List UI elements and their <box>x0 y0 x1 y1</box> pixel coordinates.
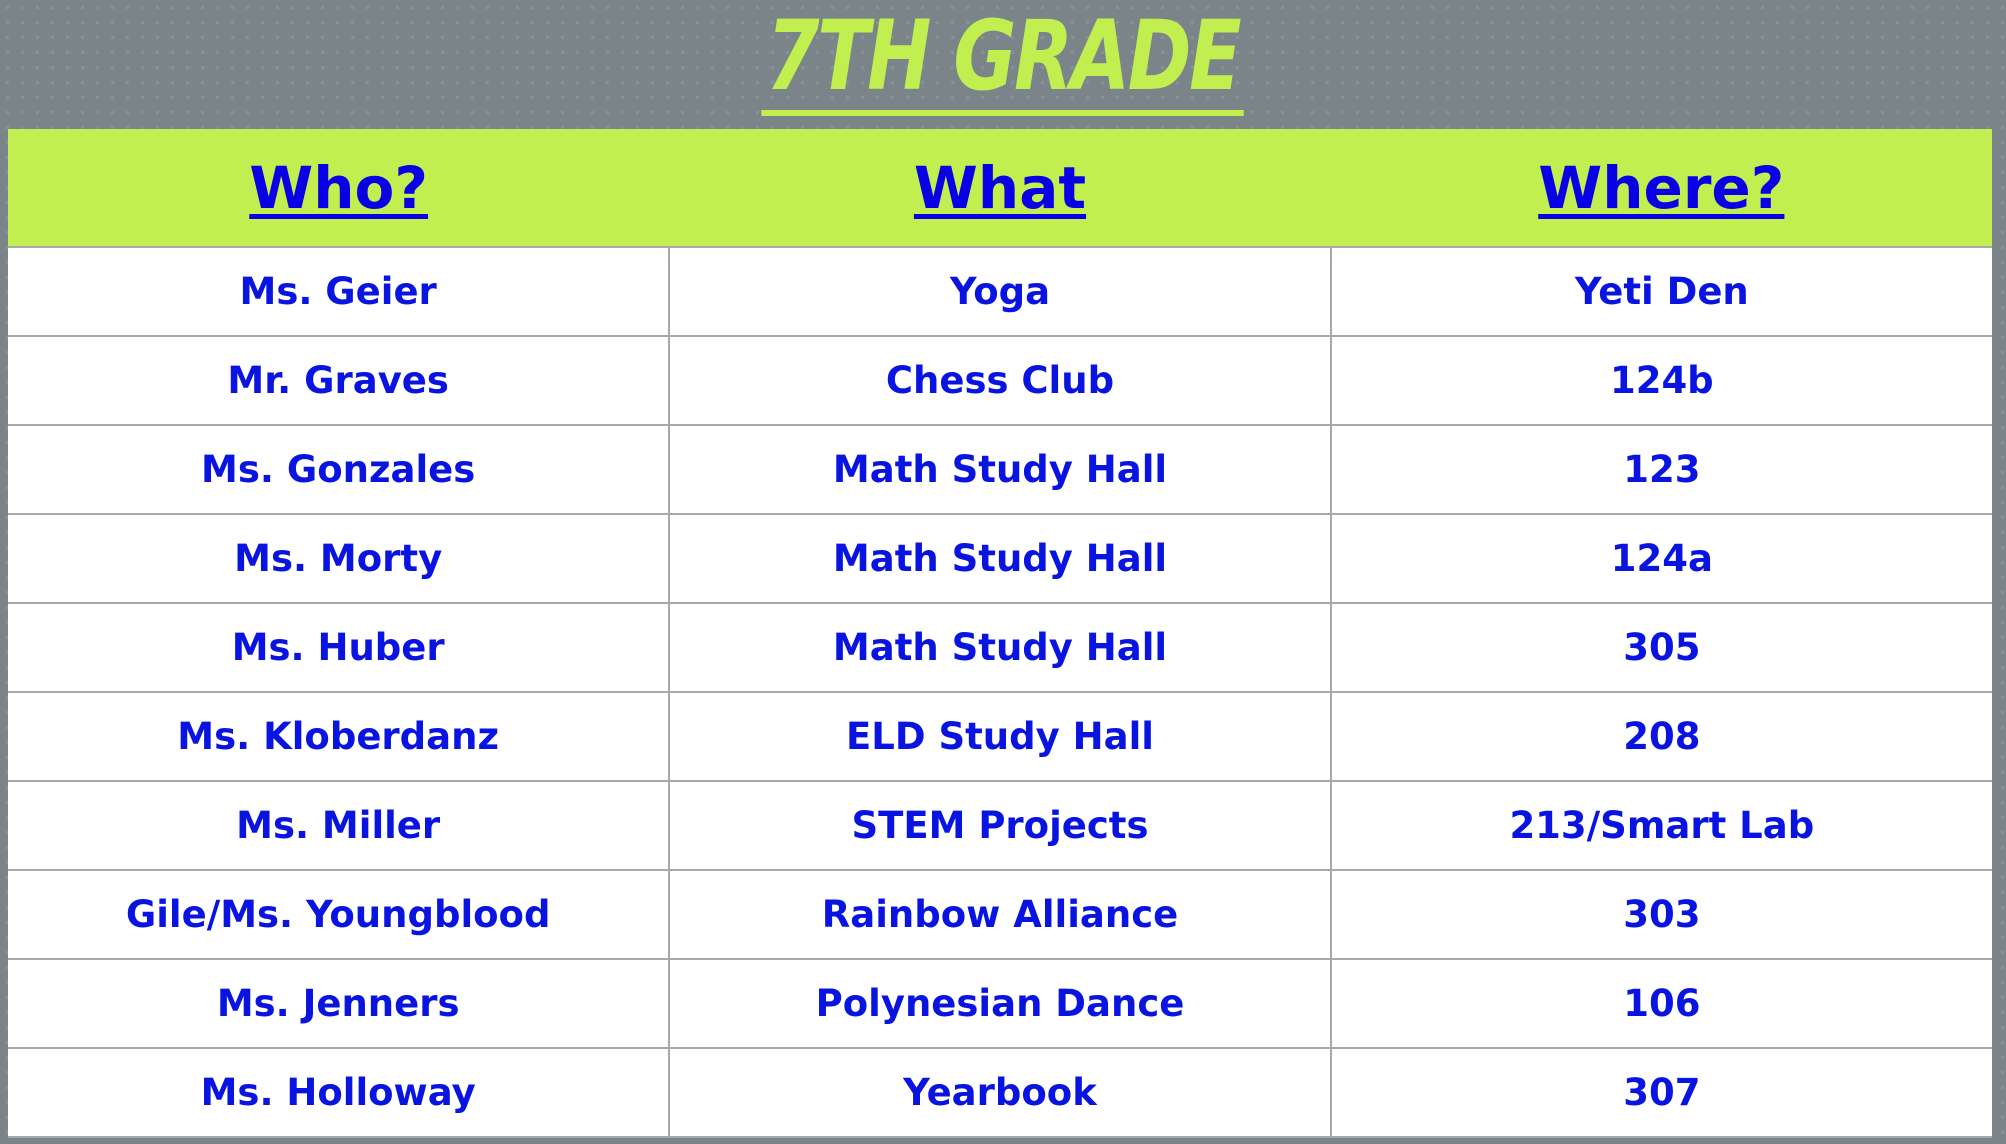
table-row <box>8 603 1992 692</box>
table-row <box>8 959 1992 1048</box>
cell-where: 106 <box>1331 959 1992 1048</box>
header-what: What <box>669 129 1330 247</box>
cell-what: ELD Study Hall <box>669 692 1330 781</box>
table-row <box>8 781 1992 870</box>
cell-where: 124a <box>1331 514 1992 603</box>
table-header <box>8 129 1992 247</box>
cell-where: 213/Smart Lab <box>1331 781 1992 870</box>
cell-what: STEM Projects <box>669 781 1330 870</box>
table-body <box>8 247 1992 1137</box>
table-row <box>8 692 1992 781</box>
cell-what: Chess Club <box>669 336 1330 425</box>
schedule-table <box>8 129 1992 1138</box>
cell-who: Ms. Geier <box>8 247 669 336</box>
cell-what: Polynesian Dance <box>669 959 1330 1048</box>
table-row <box>8 514 1992 603</box>
page-title <box>0 0 2006 125</box>
cell-where: 123 <box>1331 425 1992 514</box>
cell-who: Gile/Ms. Youngblood <box>8 870 669 959</box>
cell-who: Ms. Jenners <box>8 959 669 1048</box>
table-row <box>8 425 1992 514</box>
header-where: Where? <box>1331 129 1992 247</box>
cell-what: Yoga <box>669 247 1330 336</box>
cell-who: Ms. Kloberdanz <box>8 692 669 781</box>
cell-where: 307 <box>1331 1048 1992 1137</box>
cell-who: Ms. Gonzales <box>8 425 669 514</box>
cell-what: Yearbook <box>669 1048 1330 1137</box>
header-row <box>8 129 1992 247</box>
table-row <box>8 1048 1992 1137</box>
cell-what: Rainbow Alliance <box>669 870 1330 959</box>
cell-who: Mr. Graves <box>8 336 669 425</box>
page-title-text: 7TH GRADE <box>762 2 1245 116</box>
cell-who: Ms. Miller <box>8 781 669 870</box>
cell-who: Ms. Holloway <box>8 1048 669 1137</box>
table-row <box>8 247 1992 336</box>
table-row <box>8 870 1992 959</box>
header-who: Who? <box>8 129 669 247</box>
cell-who: Ms. Morty <box>8 514 669 603</box>
cell-where: 124b <box>1331 336 1992 425</box>
cell-where: 305 <box>1331 603 1992 692</box>
cell-where: 208 <box>1331 692 1992 781</box>
cell-what: Math Study Hall <box>669 425 1330 514</box>
table-row <box>8 336 1992 425</box>
cell-where: 303 <box>1331 870 1992 959</box>
cell-where: Yeti Den <box>1331 247 1992 336</box>
cell-what: Math Study Hall <box>669 603 1330 692</box>
cell-who: Ms. Huber <box>8 603 669 692</box>
cell-what: Math Study Hall <box>669 514 1330 603</box>
